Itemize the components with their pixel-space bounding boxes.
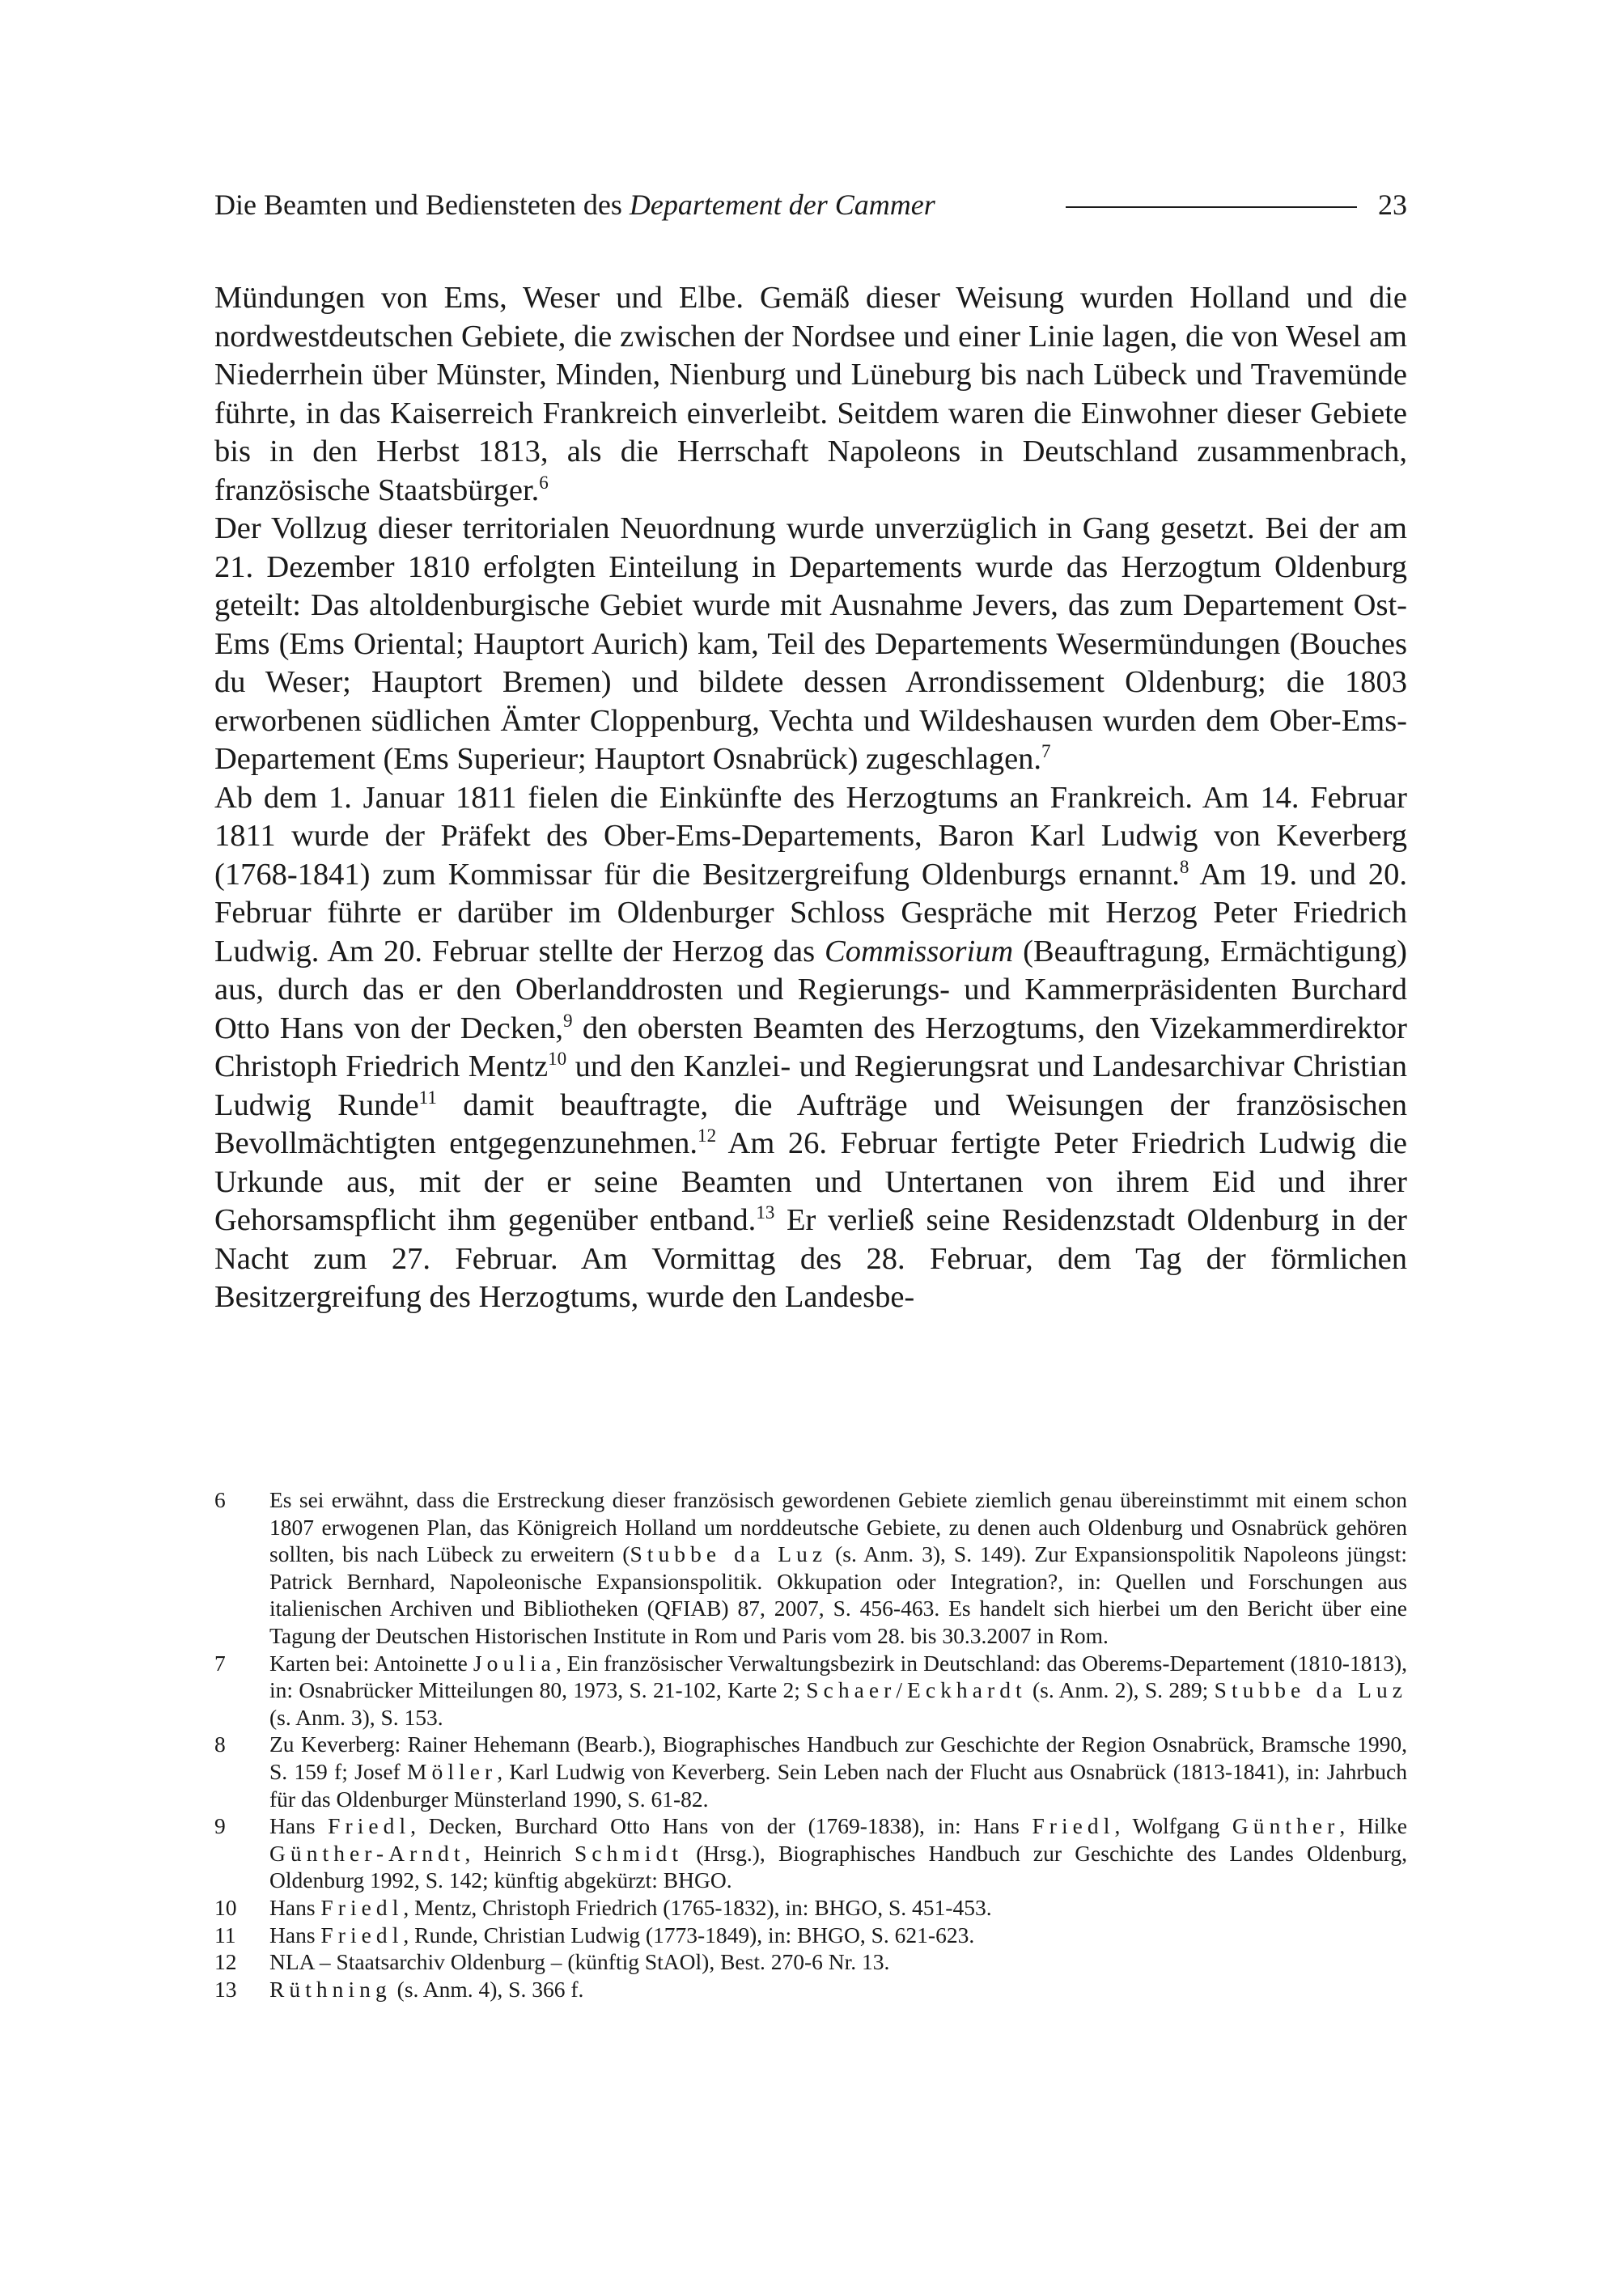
footnote-ref-9[interactable]: 9 bbox=[562, 1009, 573, 1031]
paragraph-text: (Beauftragung, Ermächtigung) aus, durch das er den Oberlanddrosten und Regierungs- und Kammerpräsidenten Burchard Otto Hans von der Decken, bbox=[214, 934, 1407, 1045]
author-name: Stubbe da Luz bbox=[630, 1541, 828, 1567]
author-name: Friedl bbox=[1032, 1813, 1115, 1839]
main-text bbox=[214, 279, 1407, 1317]
header-rule bbox=[1066, 206, 1357, 208]
footnote-text: , Wolfgang bbox=[1114, 1813, 1232, 1839]
running-title-italic: Departement der Cammer bbox=[629, 189, 935, 221]
author-name: Friedl bbox=[328, 1813, 411, 1839]
paragraph-text: und den Kanzlei- und Regierungsrat und Landesarchivar Christian Ludwig Runde bbox=[214, 1049, 1407, 1122]
author-name: Möller bbox=[407, 1758, 498, 1784]
paragraph-text: damit beauftragte, die Aufträge und Weisungen der französischen Bevollmächtigten entgegenzunehmen. bbox=[214, 1087, 1407, 1160]
footnote-text: , Heinrich bbox=[464, 1840, 575, 1866]
paragraph-2 bbox=[214, 510, 1407, 779]
footnote-text: (Hrsg.), Biographisches Handbuch zur Geschichte des Landes Oldenburg, Oldenburg 1992, S. 142; künftig abgekürzt: BHGO. bbox=[269, 1840, 1407, 1893]
footnote-ref-10[interactable]: 10 bbox=[548, 1048, 567, 1070]
author-name: Friedl bbox=[320, 1922, 404, 1948]
footnote-text: , Decken, Burchard Otto Hans von der (1769-1838), in: Hans bbox=[410, 1813, 1032, 1839]
paragraph-text: Er verließ seine Residenzstadt Oldenburg in der Nacht zum 27. Februar. Am Vormittag des 28. Februar, dem Tag der förmlichen Besitzergreifung des Herzogtums, wurde den Landesbe- bbox=[214, 1203, 1407, 1314]
footnote-number: 6 bbox=[214, 1487, 226, 1512]
paragraph-text: Am 19. und 20. Februar führte er darüber im Oldenburger Schloss Gespräche mit Herzog Peter Friedrich Ludwig. Am 20. Februar stellte der Herzog das bbox=[214, 857, 1407, 968]
footnote-text: (s. Anm. 3), S. 153. bbox=[269, 1704, 443, 1730]
paragraph-3 bbox=[214, 779, 1407, 1317]
footnote-text: Hans bbox=[269, 1922, 321, 1948]
footnote-ref-13[interactable]: 13 bbox=[756, 1202, 775, 1223]
footnote-12 bbox=[214, 1948, 1407, 1976]
paragraph-text: den obersten Beamten des Herzogtums, den Vizekammerdirektor Christoph Friedrich Mentz bbox=[214, 1011, 1407, 1083]
paragraph-text: Der Vollzug dieser territorialen Neuordnung wurde unverzüglich in Gang gesetzt. Bei der am 21. Dezember 1810 erfolgten Einteilung in Departements wurde das Herzogtum Oldenburg geteilt: Das altoldenburgische Gebiet wurde mit Ausnahme Jevers, das zum Departement Ost-Ems (Ems Oriental; Hauptort Aurich) kam, Teil des Departements Wesermündungen (Bouches du Weser; Hauptort Bremen) und bildete dessen Arrondissement Oldenburg; die 1803 erworbenen südlichen Ämter Cloppenburg, Vechta und Wildeshausen wurden dem Ober-Ems-Departement (Ems Superieur; Hauptort Osnabrück) zugeschlagen. bbox=[214, 511, 1407, 776]
paragraph-text: Am 26. Februar fertigte Peter Friedrich Ludwig die Urkunde aus, mit der er seine Beamten und Untertanen von ihrem Eid und ihrer Gehorsamspflicht ihm gegenüber entband. bbox=[214, 1126, 1408, 1237]
footnote-text: NLA – Staatsarchiv Oldenburg – (künftig StAOl), Best. 270-6 Nr. 13. bbox=[269, 1949, 890, 1975]
footnote-ref-6[interactable]: 6 bbox=[539, 471, 549, 493]
footnote-number: 9 bbox=[214, 1813, 226, 1839]
author-name: Stubbe da Luz bbox=[1214, 1677, 1407, 1703]
footnote-text: Hans bbox=[269, 1894, 321, 1920]
running-header bbox=[214, 184, 1407, 225]
footnote-text: Karten bei: Antoinette bbox=[269, 1650, 473, 1676]
footnote-text: Hans bbox=[269, 1813, 329, 1839]
footnote-number: 7 bbox=[214, 1650, 226, 1676]
footnote-number: 11 bbox=[214, 1922, 236, 1948]
footnote-13 bbox=[214, 1976, 1407, 2003]
footnote-text: , Runde, Christian Ludwig (1773-1849), in: BHGO, S. 621-623. bbox=[403, 1922, 975, 1948]
footnote-text: , Ein französischer Verwaltungsbezirk in Deutschland: das Oberems-Departement (1810-1813), in: Osnabrücker Mitteilungen 80, 1973, S. 21-102, Karte 2; bbox=[269, 1650, 1407, 1703]
footnote-8 bbox=[214, 1731, 1407, 1812]
footnote-11 bbox=[214, 1922, 1407, 1949]
footnote-ref-11[interactable]: 11 bbox=[418, 1086, 437, 1108]
footnote-9 bbox=[214, 1812, 1407, 1894]
footnote-text: Es sei erwähnt, dass die Erstreckung dieser französisch gewordenen Gebiete ziemlich genau übereinstimmt mit einem schon 1807 erwogenen Plan, das Königreich Holland um norddeutsche Gebiete, zu denen auch Oldenburg und Osnabrück gehören sollten, bis nach Lübeck zu erweitern ( bbox=[269, 1487, 1407, 1567]
paragraph-1 bbox=[214, 279, 1407, 510]
author-name: Friedl bbox=[320, 1894, 404, 1920]
running-title bbox=[214, 184, 935, 225]
italic-term: Commissorium bbox=[825, 934, 1014, 968]
paragraph-text: Ab dem 1. Januar 1811 fielen die Einkünfte des Herzogtums an Frankreich. Am 14. Februar 1811 wurde der Präfekt des Ober-Ems-Departements, Baron Karl Ludwig von Keverberg (1768-1841) zum Kommissar für die Besitzergreifung Oldenburgs ernannt. bbox=[214, 780, 1407, 892]
footnote-text: , Hilke bbox=[1339, 1813, 1407, 1839]
footnote-10 bbox=[214, 1894, 1407, 1922]
author-name: Joulia bbox=[473, 1650, 556, 1676]
author-name: Rüthning bbox=[269, 1976, 392, 2002]
footnote-text: , Mentz, Christoph Friedrich (1765-1832), in: BHGO, S. 451-453. bbox=[403, 1894, 992, 1920]
footnote-number: 13 bbox=[214, 1976, 237, 2002]
footnote-text: , Karl Ludwig von Keverberg. Sein Leben nach der Flucht aus Osnabrück (1813-1841), in: Jahrbuch für das Oldenburger Münsterland 1990, S. 61-82. bbox=[269, 1758, 1407, 1812]
footnotes bbox=[214, 1486, 1407, 2003]
footnote-number: 8 bbox=[214, 1731, 226, 1757]
author-name: Günther-Arndt bbox=[269, 1840, 465, 1866]
page-number: 23 bbox=[1378, 189, 1407, 221]
author-name: Günther bbox=[1232, 1813, 1340, 1839]
author-name: Schaer/Eckhardt bbox=[806, 1677, 1027, 1703]
author-name: Schmidt bbox=[575, 1840, 684, 1866]
footnote-text: (s. Anm. 2), S. 289; bbox=[1026, 1677, 1215, 1703]
footnote-number: 10 bbox=[214, 1894, 237, 1920]
footnote-ref-7[interactable]: 7 bbox=[1041, 740, 1051, 762]
running-title-text: Die Beamten und Bediensteten des bbox=[214, 189, 630, 221]
footnote-text: Zu Keverberg: Rainer Hehemann (Bearb.), Biographisches Handbuch zur Geschichte der Region Osnabrück, Bramsche 1990, S. 159 f; Josef bbox=[269, 1731, 1407, 1784]
footnote-ref-8[interactable]: 8 bbox=[1179, 855, 1189, 877]
footnote-7 bbox=[214, 1650, 1407, 1731]
footnote-text: (s. Anm. 4), S. 366 f. bbox=[391, 1976, 584, 2002]
paragraph-text: Mündungen von Ems, Weser und Elbe. Gemäß dieser Weisung wurden Holland und die nordwestdeutschen Gebiete, die zwischen der Nordsee und einer Linie lagen, die von Wesel am Niederrhein über Münster, Minden, Nienburg und Lüneburg bis nach Lübeck und Travemünde führte, in das Kaiserreich Frankreich einverleibt. Seitdem waren die Einwohner dieser Gebiete bis in den Herbst 1813, als die Herrschaft Napoleons in Deutschland zusammenbrach, französische Staatsbürger. bbox=[214, 281, 1407, 507]
footnote-number: 12 bbox=[214, 1949, 237, 1975]
footnote-6 bbox=[214, 1486, 1407, 1650]
footnote-ref-12[interactable]: 12 bbox=[698, 1125, 717, 1146]
footnote-text: (s. Anm. 3), S. 149). Zur Expansionspolitik Napoleons jüngst: Patrick Bernhard, Napoleonische Expansionspolitik. Okkupation oder Integration?, in: Quellen und Forschungen aus italienischen Archiven und Bibliotheken (QFIAB) 87, 2007, S. 456-463. Es handelt sich hierbei um den Bericht über eine Tagung der Deutschen Historischen Institute in Rom und Paris vom 28. bis 30.3.2007 in Rom. bbox=[269, 1541, 1408, 1648]
